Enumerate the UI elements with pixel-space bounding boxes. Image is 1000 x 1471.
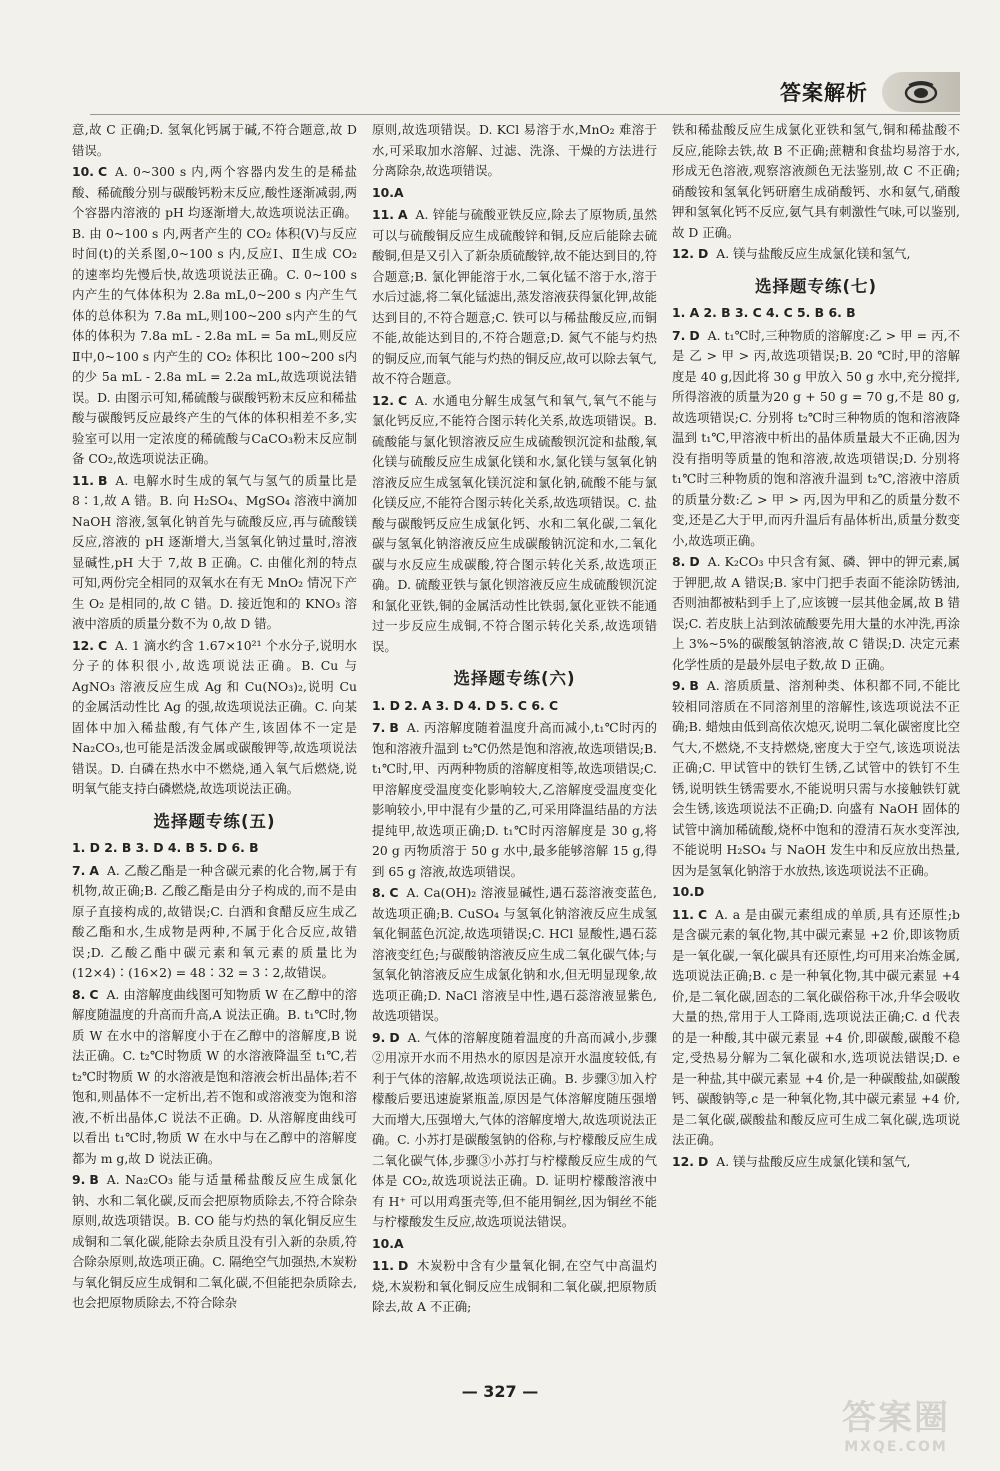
answer-item: 10.D xyxy=(672,884,705,899)
answer-item: 9. B A. 溶质质量、溶剂种类、体积都不同,不能比较相同溶质在不同溶剂里的溶解性,该选项说法不正确;B. 蜡烛由低到高依次熄灭,说明二氧化碳密度比空气大,不燃烧,不支持燃烧,密度大于空气,该选项说法正确;C. 甲试管中的铁钉生锈,乙试管中的铁钉不生锈,说明铁生锈需要水,不能说明只需与水接触铁钉就会生锈,该选项说法不正确;D. 向盛有 NaOH 固体的试管中滴加稀硫酸,烧杯中饱和的澄清石灰水变浑浊,不能说明 H₂SO₄ 与 NaOH 发生中和反应放出热量,因为是氢氧化钠溶于水放热,该选项说法不正确。 xyxy=(672,678,960,878)
answer-key-row: 1. D 2. A 3. D 4. D 5. C 6. C xyxy=(372,697,559,713)
answer-item: 7. A A. 乙酸乙酯是一种含碳元素的化合物,属于有机物,故正确;B. 乙酸乙酯是由分子构成的,而不是由原子直接构成的,故错误;C. 白酒和食醋反应生成乙酸乙酯和水,生成物是两种,不属于化合反应,故错误;D. 乙酸乙酯中碳元素和氧元素的质量比为(12×4)∶(16×2) = 48∶32 = 3∶2,故错误。 xyxy=(72,862,357,980)
paragraph: 意,故 C 正确;D. 氢氧化钙属于碱,不符合题意,故 D 错误。 xyxy=(72,122,357,158)
answer-item: 11. C A. a 是由碳元素组成的单质,具有还原性;b 是含碳元素的氧化物,其中碳元素显 +2 价,即该物质是一氧化碳,一氧化碳具有还原性,均可用来冶炼金属,选项说法正确;B. c 是一种氧化物,其中碳元素显 +4 价,是二氧化碳,固态的二氧化碳俗称干冰,升华会吸收大量的热,常用于人工降雨,选项说法正确;C. d 代表的是一种酸,其中碳元素显 +4 价,即碳酸,碳酸不稳定,受热易分解为二氧化碳和水,选项说法错误;D. e 是一种盐,其中碳元素显 +4 价,是一种碳酸盐,如碳酸钙、碳酸钠等,c 是一种氧化物,其中碳元素显 +4 价,是二氧化碳,碳酸盐和酸反应可生成二氧化碳,选项说法正确。 xyxy=(672,906,960,1147)
answer-key-row: 1. D 2. B 3. D 4. B 5. D 6. B xyxy=(72,840,259,855)
section-title: 选择题专练(七) xyxy=(754,276,878,296)
page-number: — 327 — xyxy=(461,1382,539,1401)
answer-item: 11. D 木炭粉中含有少量氧化铜,在空气中高温灼烧,木炭粉和氧化铜反应生成铜和二氧化碳,把原物质除去,故 A 不正确; xyxy=(372,1258,657,1314)
answer-item: 8. C A. 由溶解度曲线图可知物质 W 在乙醇中的溶解度随温度的升高而升高,A 说法正确。B. t₁℃时,物质 W 在水中的溶解度小于在乙醇中的溶解度,B 说法正确。C. t₂℃时物质 W 的水溶液降温至 t₁℃,若 t₂℃时物质 W 的水溶液是饱和溶液会析出晶体;若不饱和,则晶体不一定析出,若不饱和或溶液变为饱和溶液,不析出晶体,C 说法不正确。D. 从溶解度曲线可以看出 t₁℃时,物质 W 在水中与在乙醇中的溶解度都为 m g,故 D 说法正确。 xyxy=(72,986,357,1166)
answer-item: 9. B A. Na₂CO₃ 能与适量稀盐酸反应生成氯化钠、水和二氧化碳,反而会把原物质除去,不符合除杂原则,故选项错误。B. CO 能与灼热的氧化铜反应生成铜和二氧化碳,能除去杂质且没有引入新的杂质,符合除杂原则,故选项正确。C. 隔绝空气加强热,木炭粉与氧化铜反应生成铜和二氧化碳,不但能把杂质除去,也会把原物质除去,不符合除杂 xyxy=(72,1172,357,1310)
answer-item: 10.A xyxy=(372,1235,404,1251)
answer-item: 11. A A. 锌能与硫酸亚铁反应,除去了原物质,虽然可以与硫酸铜反应生成硫酸锌和铜,反应后能除去硫酸铜,但是又引入了新杂质硫酸锌,故不能达到目的,符合题意;B. 氯化钾能溶于水,二氧化锰不溶于水,溶于水后过滤,将二氧化锰滤出,蒸发溶液获得氯化钾,故能达到目的,不符合题意;C. 铁可以与稀盐酸反应,而铜不能,故能达到目的,不符合题意;D. 氮气不能与灼热的铜反应,而氧气能与灼热的铜反应,故可以除去氧气,故不符合题意。 xyxy=(372,207,657,386)
section-title: 选择题专练(六) xyxy=(453,669,576,688)
paragraph: 原则,故选项错误。D. KCl 易溶于水,MnO₂ 难溶于水,可采取加水溶解、过滤、洗涤、干燥的方法进行分离除杂,故选项错误。 xyxy=(372,122,657,178)
column-middle xyxy=(372,120,657,1319)
answer-item: 9. D A. 气体的溶解度随着温度的升高而减小,步骤②用凉开水而不用热水的原因是凉开水温度较低,有利于气体的溶解,故选项说法正确。B. 步骤③加入柠檬酸后要迅速旋紧瓶盖,原因是气体溶解度随压强增大而增大,压强增大,气体的溶解度增大,故选项说法正确。C. 小苏打是碳酸氢钠的俗称,与柠檬酸反应生成二氧化碳气体,步骤③小苏打与柠檬酸反应生成的气体是 CO₂,故选项说法正确。D. 证明柠檬酸溶液中有 H⁺ 可以用鸡蛋壳等,但不能用铜丝,因为铜丝不能与柠檬酸发生反应,故选项说法错误。 xyxy=(372,1029,657,1229)
watermark-site: MXQE.COM xyxy=(844,1438,948,1455)
column-right xyxy=(672,120,960,1173)
header-logo-icon xyxy=(882,72,960,112)
watermark-logo xyxy=(806,1387,986,1457)
watermark-brand: 答案圈 xyxy=(842,1397,950,1438)
answer-item: 7. D A. t₁℃时,三种物质的溶解度:乙 > 甲 = 丙,不是 乙 > 甲 > 丙,故选项错误;B. 20 ℃时,甲的溶解度是 40 g,因此将 30 g 甲放入 50 g 水中,充分搅拌,所得溶液的质量为20 g + 50 g = 70 g,不是 80 g,故选项错误;C. 分别将 t₂℃时三种物质的饱和溶液降温到 t₁℃,甲溶液中析出的晶体质量最大不正确,因为没有指明等质量的饱和溶液,故选项错误;D. 分别将 t₁℃时三种物质的饱和溶液升温到 t₂℃,溶液中溶质的质量分数:乙 > 甲 > 丙,因为甲和乙的质量分数不变,还是乙大于甲,而丙升温后有晶体析出,质量分数变小,故选项正确。 xyxy=(672,327,960,548)
answer-item: 8. D A. K₂CO₃ 中只含有氮、磷、钾中的钾元素,属于钾肥,故 A 错误;B. 家中门把手表面不能涂防锈油,否则油都被粘到手上了,应该镀一层其他金属,故 B 错误;C. 若皮肤上沾到浓硫酸要先用大量的水冲洗,再涂上 3%~5%的碳酸氢钠溶液,故 C 错误;D. 决定元素化学性质的是最外层电子数,故 D 正确。 xyxy=(672,554,960,672)
header-rule xyxy=(90,114,960,115)
column-left xyxy=(72,120,357,1315)
answer-item: 12. D A. 镁与盐酸反应生成氯化镁和氢气, xyxy=(672,246,911,261)
header-title: 答案解析 xyxy=(780,81,868,105)
answer-columns xyxy=(72,120,962,1370)
page-header xyxy=(710,70,960,114)
section-title: 选择题专练(五) xyxy=(153,811,276,831)
answer-item: 7. B A. 丙溶解度随着温度升高而减小,t₁℃时丙的饱和溶液升温到 t₂℃仍然是饱和溶液,故选项错误;B. t₁℃时,甲、丙两种物质的溶解度相等,故选项错误;C. 甲溶解度受温度变化影响较大,乙溶解度受温度变化影响较小,甲中混有少量的乙,可采用降温结晶的方法提纯甲,故选项正确;D. t₁℃时丙溶解度是 30 g,将 20 g 丙物质溶于 50 g 水中,最多能够溶解 15 g,得到 65 g 溶液,故选项错误。 xyxy=(372,720,657,879)
answer-item: 11. B A. 电解水时生成的氧气与氢气的质量比是 8∶1,故 A 错。B. 向 H₂SO₄、MgSO₄ 溶液中滴加 NaOH 溶液,氢氧化钠首先与硫酸反应,再与硫酸镁反应,溶液的 pH 逐渐增大,当氢氧化钠过量时,溶液显碱性,pH 大于 7,故 B 正确。C. 由催化剂的特点可知,两份完全相同的双氧水在有无 MnO₂ 情况下产生 O₂ 是相同的,故 C 错。D. 接近饱和的 KNO₃ 溶液中溶质的质量分数不为 0,故 D 错。 xyxy=(72,472,357,631)
answer-item: 8. C A. Ca(OH)₂ 溶液显碱性,遇石蕊溶液变蓝色,故选项正确;B. CuSO₄ 与氢氧化钠溶液反应生成氢氧化铜蓝色沉淀,故选项错误;C. HCl 显酸性,遇石蕊溶液变红色;与碳酸钠溶液反应生成二氧化碳气体;与氢氧化钠溶液反应生成氯化钠和水,但无明显现象,故选项正确;D. NaCl 溶液呈中性,遇石蕊溶液显紫色,故选项错误。 xyxy=(372,885,657,1023)
answer-item: 12. C A. 1 滴水约含 1.67×10²¹ 个水分子,说明水分子的体积很小,故选项说法正确。B. Cu 与 AgNO₃ 溶液反应生成 Ag 和 Cu(NO₃)₂,说明 Cu 的金属活动性比 Ag 的强,故选项说法正确。C. 向某固体中加入稀盐酸,有气体产生,该固体不一定是 Na₂CO₃,也可能是活泼金属或碳酸钾等,故选项说法错误。D. 白磷在热水中不燃烧,通入氧气后燃烧,说明氧气能支持白磷燃烧,故选项说法正确。 xyxy=(72,637,357,796)
answer-key-row: 1. A 2. B 3. C 4. C 5. B 6. B xyxy=(672,305,856,320)
answer-item: 10.A xyxy=(372,184,404,200)
paragraph: 铁和稀盐酸反应生成氯化亚铁和氢气,铜和稀盐酸不反应,能除去铁,故 B 不正确;蔗糖和食盐均易溶于水,形成无色溶液,观察溶液颜色无法鉴别,故 C 不正确;硝酸铵和氢氧化钙研磨生成硝酸钙、水和氨气,硝酸钾和氢氧化钙不反应,氨气具有刺激性气味,可以鉴别,故 D 正确。 xyxy=(672,122,960,240)
answer-item: 12. D A. 镁与盐酸反应生成氯化镁和氢气, xyxy=(672,1153,911,1169)
answer-item: 10. C A. 0~300 s 内,两个容器内发生的是稀盐酸、稀硫酸分别与碳酸钙粉末反应,酸性逐渐减弱,两个容器内溶液的 pH 均逐渐增大,故选项说法正确。B. 由 0~100 s 内,两者产生的 CO₂ 体积(V)与反应时间(t)的关系图,0~100 s 内,反应Ⅰ、Ⅱ生成 CO₂ 的速率均先慢后快,故选项说法正确。C. 0~100 s 内产生的气体体积为 2.8a mL,0~200 s 内产生气体的总体积为 7.8a mL,则100~200 s内产生的气体的体积为 7.8a mL - 2.8a mL = 5a mL,则反应Ⅱ中,0~100 s 内产生的 CO₂ 体积比 100~200 s内的少 5a mL - 2.8a mL = 2.2a mL,故选项说法错误。D. 由图示可知,稀硫酸与碳酸钙粉末反应和稀盐酸与碳酸钙反应最终产生的气体的体积相差不多,实验室可以用一定浓度的稀硫酸与CaCO₃粉末反应制备 CO₂,故选项说法正确。 xyxy=(72,164,357,466)
answer-item: 12. C A. 水通电分解生成氢气和氧气,氧气不能与氯化钙反应,不能符合图示转化关系,故选项错误。B. 硫酸能与氯化钡溶液反应生成硫酸钡沉淀和盐酸,氧化镁与硫酸反应生成氯化镁和水,氯化镁与氢氧化钠溶液反应生成氢氧化镁沉淀和氯化钠,硫酸不能与氯化镁反应,不能符合图示转化关系,故选项错误。C. 盐酸与碳酸钙反应生成氯化钙、水和二氧化碳,二氧化碳与氢氧化钠溶液反应生成碳酸钠沉淀和水,二氧化碳与水反应生成碳酸,符合图示转化关系,故选项正确。D. 硫酸亚铁与氯化钡溶液反应生成硫酸钡沉淀和氯化亚铁,铜的金属活动性比铁弱,氯化亚铁不能通过一步反应生成铜,不符合图示转化关系,故选项错误。 xyxy=(372,392,657,654)
